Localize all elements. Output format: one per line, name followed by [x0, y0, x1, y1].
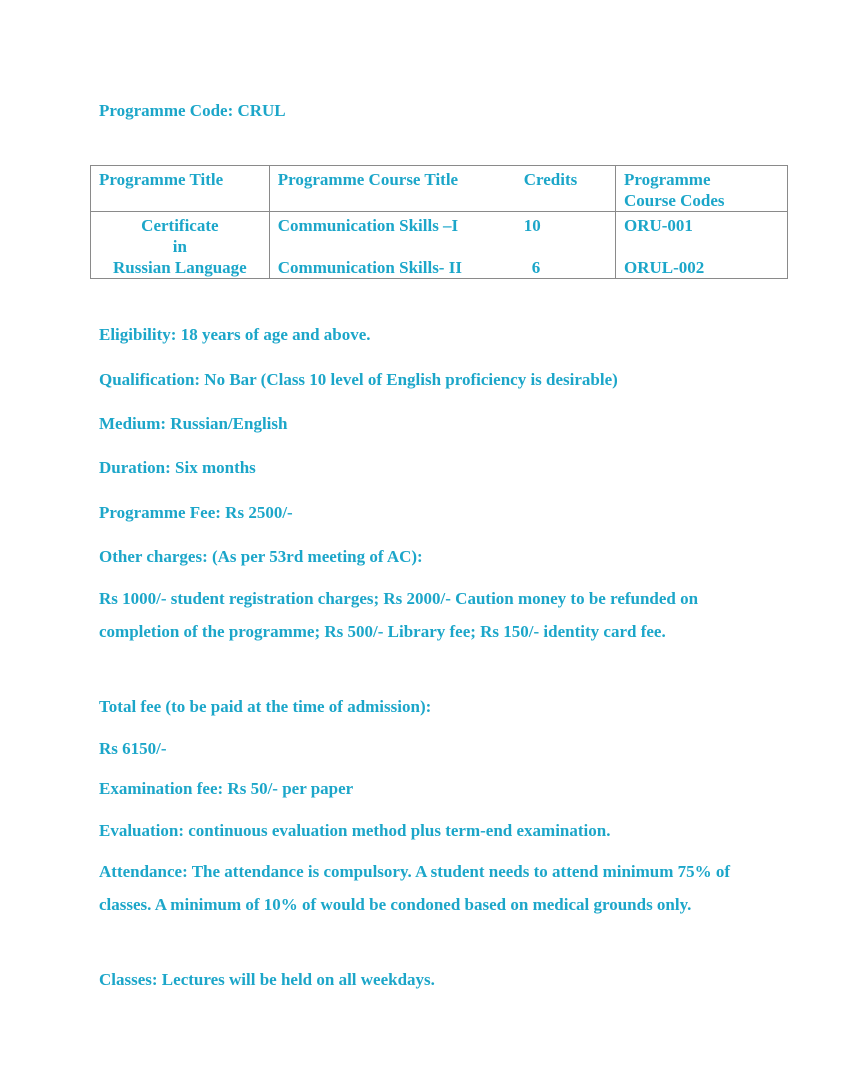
total-fee-label: Total fee (to be paid at the time of admission): [99, 697, 432, 716]
total-fee-value: Rs 6150/- [99, 739, 167, 758]
course-title: Communication Skills –I [277, 216, 459, 235]
header-course-codes [615, 166, 787, 212]
examination-fee-text: Examination fee: Rs 50/- per paper [99, 779, 354, 798]
course-code: ORU-001 [623, 216, 693, 235]
programme-title-line: Russian Language [113, 258, 247, 277]
header-codes-line2: Course Codes [623, 191, 725, 210]
header-programme-title: Programme Title [91, 166, 270, 212]
duration-text: Duration: Six months [99, 458, 256, 477]
programme-fee-text: Programme Fee: Rs 2500/- [99, 503, 293, 522]
course-credits: 6 [531, 258, 541, 277]
table-header-row [91, 166, 788, 212]
header-course-title: Programme Course Title [277, 170, 459, 189]
classes-text: Classes: Lectures will be held on all weekdays. [99, 970, 435, 989]
qualification-text: Qualification: No Bar (Class 10 level of English proficiency is desirable) [99, 370, 618, 389]
header-course-title-credits [269, 166, 615, 212]
header-codes-line1: Programme [623, 170, 711, 189]
table-row [91, 212, 788, 279]
courses-cell [269, 212, 615, 279]
course-title: Communication Skills- II [277, 258, 462, 277]
other-charges-text: Other charges: (As per 53rd meeting of AC): [99, 547, 423, 566]
eligibility-text: Eligibility: 18 years of age and above. [99, 325, 371, 344]
medium-text: Medium: Russian/English [99, 414, 288, 433]
header-credits: Credits [523, 170, 578, 189]
programme-title-cell [91, 212, 270, 279]
charges-detail-text: Rs 1000/- student registration charges; Rs 2000/- Caution money to be refunded on completion of the programme; Rs 500/- Library fee; Rs 150/- identity card fee. [99, 589, 699, 641]
evaluation-text: Evaluation: continuous evaluation method plus term-end examination. [99, 821, 611, 840]
codes-cell [615, 212, 787, 279]
programme-code: Programme Code: CRUL [99, 101, 286, 120]
programme-title-line: Certificate [141, 216, 219, 235]
attendance-text: Attendance: The attendance is compulsory. A student needs to attend minimum 75% of classes. A minimum of 10% of would be condoned based on medical grounds only. [99, 862, 731, 914]
programme-title-line: in [172, 237, 187, 256]
programme-table [90, 165, 788, 279]
course-credits: 10 [523, 216, 541, 235]
course-row [278, 257, 607, 278]
course-code: ORUL-002 [623, 258, 705, 277]
course-row [278, 215, 607, 236]
